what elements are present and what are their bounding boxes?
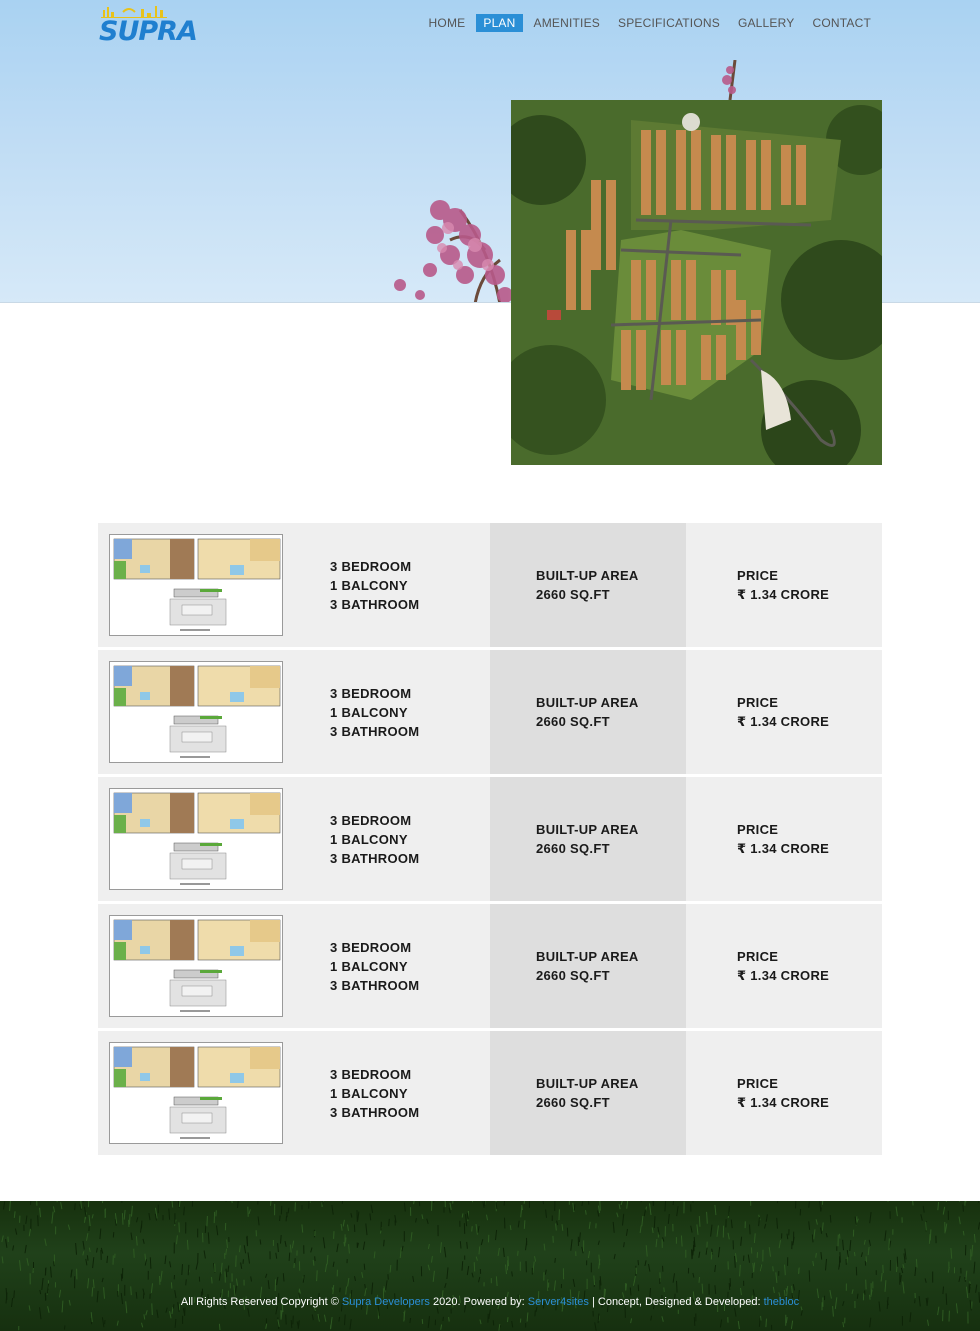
grass-background [0,1201,980,1331]
price [686,523,882,647]
balcony-count: 1 BALCONY [330,958,408,974]
floor-plan-thumbnail[interactable] [109,788,283,890]
floor-plan-cell [98,777,294,901]
price-label: PRICE [737,1076,779,1091]
bedroom-count: 3 BEDROOM [330,558,412,574]
footer [0,1201,980,1331]
price [686,777,882,901]
balcony-count: 1 BALCONY [330,831,408,847]
price-value: ₹ 1.34 CRORE [737,714,830,729]
bathroom-count: 3 BATHROOM [330,1104,420,1120]
price [686,650,882,774]
room-config [294,777,490,901]
supra-developers-link[interactable]: Supra Developers [341,1296,430,1308]
bathroom-count: 3 BATHROOM [330,723,420,739]
floor-plan-thumbnail[interactable] [109,1042,283,1144]
price [686,1031,882,1155]
plan-row [98,650,882,774]
main-nav [418,14,878,32]
area-label: BUILT-UP AREA [536,695,639,710]
plan-list [98,523,882,1158]
price-value: ₹ 1.34 CRORE [737,968,830,983]
aerial-site-photo [511,100,882,465]
built-up-area [490,523,686,647]
area-label: BUILT-UP AREA [536,568,639,583]
area-value: 2660 SQ.FT [536,841,610,856]
floor-plan-cell [98,523,294,647]
room-config [294,523,490,647]
balcony-count: 1 BALCONY [330,577,408,593]
logo-wordmark: SUPRA [99,16,197,47]
bathroom-count: 3 BATHROOM [330,977,420,993]
plan-row [98,523,882,647]
bedroom-count: 3 BEDROOM [330,939,412,955]
bathroom-count: 3 BATHROOM [330,596,420,612]
area-label: BUILT-UP AREA [536,949,639,964]
built-up-area [490,1031,686,1155]
price-value: ₹ 1.34 CRORE [737,1095,830,1110]
balcony-count: 1 BALCONY [330,1085,408,1101]
floor-plan-thumbnail[interactable] [109,915,283,1017]
built-up-area [490,777,686,901]
copyright-prefix: All Rights Reserved Copyright © [180,1296,342,1308]
floor-plan-thumbnail[interactable] [109,661,283,763]
floor-plan-cell [98,650,294,774]
developed-by-text: | Concept, Designed & Developed: [588,1296,764,1308]
balcony-count: 1 BALCONY [330,704,408,720]
nav-gallery[interactable]: GALLERY [737,16,795,30]
nav-home[interactable]: HOME [428,16,466,30]
nav-contact[interactable]: CONTACT [812,16,871,30]
area-label: BUILT-UP AREA [536,1076,639,1091]
price-label: PRICE [737,949,779,964]
price-label: PRICE [737,568,779,583]
room-config [294,650,490,774]
price-value: ₹ 1.34 CRORE [737,841,830,856]
room-config [294,1031,490,1155]
plan-row [98,777,882,901]
area-value: 2660 SQ.FT [536,587,610,602]
powered-by-text: 2020. Powered by: [429,1296,528,1308]
bathroom-count: 3 BATHROOM [330,850,420,866]
floor-plan-cell [98,1031,294,1155]
area-value: 2660 SQ.FT [536,714,610,729]
nav-specifications[interactable]: SPECIFICATIONS [618,16,720,30]
price-label: PRICE [737,695,779,710]
supra-logo[interactable] [99,4,197,47]
server4sites-link[interactable]: Server4sites [527,1296,589,1308]
nav-plan[interactable]: PLAN [476,14,522,32]
area-value: 2660 SQ.FT [536,968,610,983]
bedroom-count: 3 BEDROOM [330,1066,412,1082]
built-up-area [490,650,686,774]
built-up-area [490,904,686,1028]
plan-row [98,904,882,1028]
price-label: PRICE [737,822,779,837]
room-config [294,904,490,1028]
price-value: ₹ 1.34 CRORE [737,587,830,602]
area-value: 2660 SQ.FT [536,1095,610,1110]
price [686,904,882,1028]
thebloc-link[interactable]: thebloc [763,1296,800,1308]
area-label: BUILT-UP AREA [536,822,639,837]
bedroom-count: 3 BEDROOM [330,812,412,828]
bedroom-count: 3 BEDROOM [330,685,412,701]
copyright-text [0,1296,980,1308]
floor-plan-thumbnail[interactable] [109,534,283,636]
plan-row [98,1031,882,1155]
floor-plan-cell [98,904,294,1028]
nav-amenities[interactable]: AMENITIES [533,16,600,30]
